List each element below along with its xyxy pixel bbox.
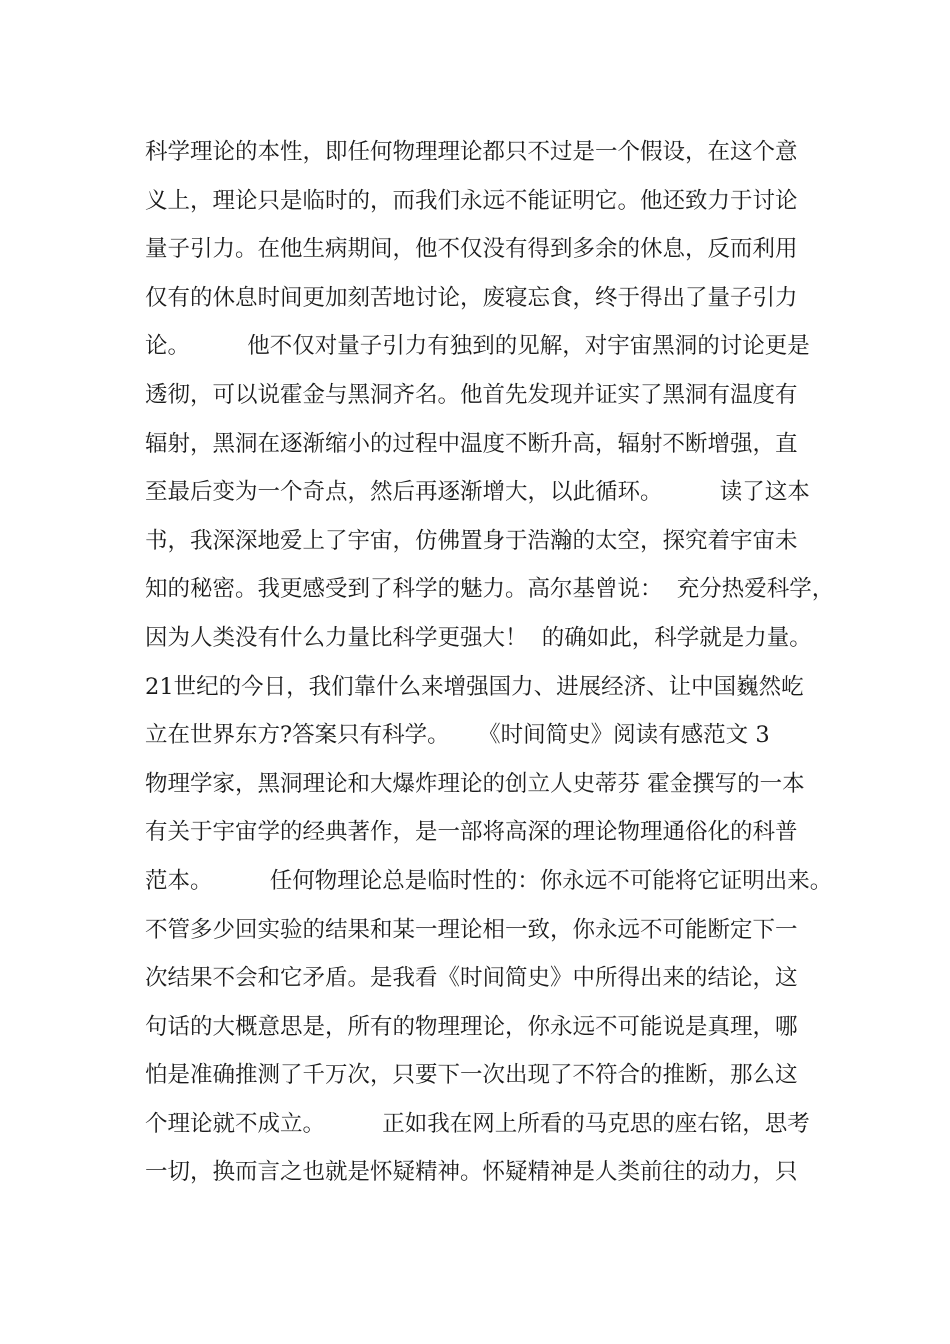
text-line: 次结果不会和它矛盾。是我看《时间简史》中所得出来的结论，这 — [145, 965, 798, 992]
text-line: 个理论就不成立。 正如我在网上所看的马克思的座右铭，思考 — [145, 1110, 810, 1137]
text-line: 量子引力。在他生病期间，他不仅没有得到多余的休息，反而利用 — [145, 236, 798, 263]
text-line: 物理学家，黑洞理论和大爆炸理论的创立人史蒂芬 霍金撰写的一本 — [145, 770, 805, 797]
text-line: 因为人类没有什么力量比科学更强大！ 的确如此，科学就是力量。 — [145, 624, 812, 651]
text-line: 有关于宇宙学的经典著作，是一部将高深的理论物理通俗化的科普 — [145, 819, 798, 846]
body-text — [145, 128, 835, 1197]
text-line: 立在世界东方?答案只有科学。 《时间简史》阅读有感范文 3 — [145, 722, 770, 749]
text-line: 科学理论的本性，即任何物理理论都只不过是一个假设，在这个意 — [145, 139, 798, 165]
text-line: 怕是准确推测了千万次，只要下一次出现了不符合的推断，那么这 — [145, 1062, 798, 1089]
text-line: 句话的大概意思是，所有的物理理论，你永远不可能说是真理，哪 — [145, 1013, 798, 1040]
text-line: 仅有的休息时间更加刻苦地讨论，废寝忘食，终于得出了量子引力 — [145, 284, 798, 311]
text-line: 书，我深深地爱上了宇宙，仿佛置身于浩瀚的太空，探究着宇宙未 — [145, 527, 798, 554]
text-line: 义上，理论只是临时的，而我们永远不能证明它。他还致力于讨论 — [145, 187, 798, 214]
text-line: 一切，换而言之也就是怀疑精神。怀疑精神是人类前往的动力，只 — [145, 1159, 798, 1186]
text-line: 知的秘密。我更感受到了科学的魅力。高尔基曾说： 充分热爱科学， — [145, 576, 835, 603]
text-line: 不管多少回实验的结果和某一理论相一致，你永远不可能断定下一 — [145, 916, 798, 943]
text-line: 透彻，可以说霍金与黑洞齐名。他首先发现并证实了黑洞有温度有 — [145, 381, 798, 408]
text-line: 论。 他不仅对量子引力有独到的见解，对宇宙黑洞的讨论更是 — [145, 333, 810, 360]
text-line: 至最后变为一个奇点，然后再逐渐增大，以此循环。 读了这本 — [145, 479, 810, 506]
text-line: 21世纪的今日，我们靠什么来增强国力、进展经济、让中国巍然屹 — [145, 673, 804, 700]
text-line: 辐射，黑洞在逐渐缩小的过程中温度不断升高，辐射不断增强，直 — [145, 430, 798, 457]
text-line: 范本。 任何物理论总是临时性的：你永远不可能将它证明出来。 — [145, 867, 833, 894]
